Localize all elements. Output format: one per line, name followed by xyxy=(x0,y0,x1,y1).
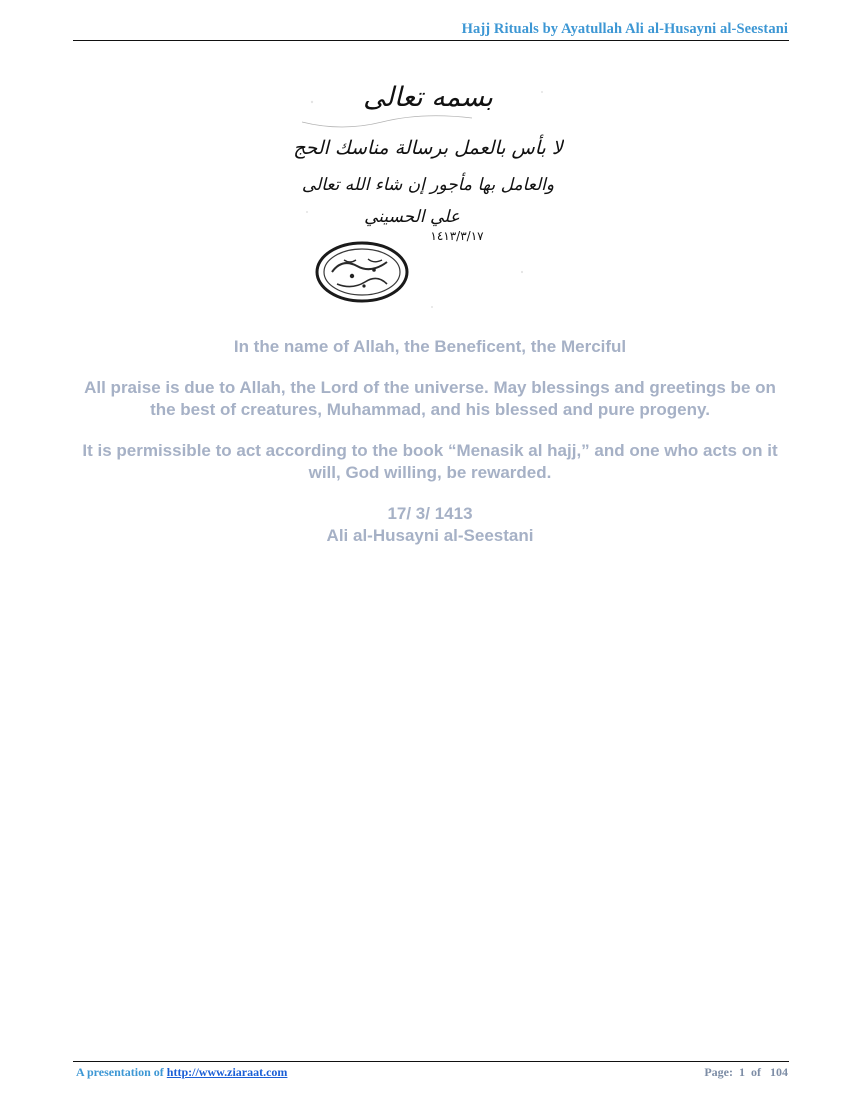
manuscript-line-2: لا بأس بالعمل برسالة مناسك الحج xyxy=(293,137,563,159)
footer-presentation xyxy=(76,1065,287,1080)
manuscript-date: ١٤١٣/٣/١٧ xyxy=(430,229,484,243)
footer-divider xyxy=(73,1061,789,1062)
ziaraat-link[interactable]: http://www.ziaraat.com xyxy=(166,1065,288,1079)
manuscript-line-3: والعامل بها مأجور إن شاء الله تعالى xyxy=(301,175,555,195)
seal-stamp-icon xyxy=(317,243,407,301)
document-header-title: Hajj Rituals by Ayatullah Ali al-Husayni al-Seestani xyxy=(461,21,788,37)
handwritten-endorsement-image xyxy=(292,62,564,314)
endorsement-translation xyxy=(70,336,790,547)
header-divider xyxy=(73,40,789,41)
praise-paragraph: All praise is due to Allah, the Lord of the universe. May blessings and greetings be on the best of creatures, Muhammad, and his blessed and pure progeny. xyxy=(84,378,776,419)
manuscript-signature: علي الحسيني xyxy=(364,207,460,227)
permission-paragraph: It is permissible to act according to the book “Menasik al hajj,” and one who acts on it will, God willing, be rewarded. xyxy=(82,441,778,482)
manuscript-line-1: بسمه تعالى xyxy=(363,82,493,113)
signatory-name: Ali al-Husayni al-Seestani xyxy=(326,526,534,545)
endorsement-date: 17/ 3/ 1413 xyxy=(387,504,473,523)
bismillah-line: In the name of Allah, the Beneficent, the Merciful xyxy=(233,337,627,356)
page-number: Page: 1 of 104 xyxy=(704,1065,788,1079)
footer-presentation-prefix: A presentation of xyxy=(76,1065,167,1079)
